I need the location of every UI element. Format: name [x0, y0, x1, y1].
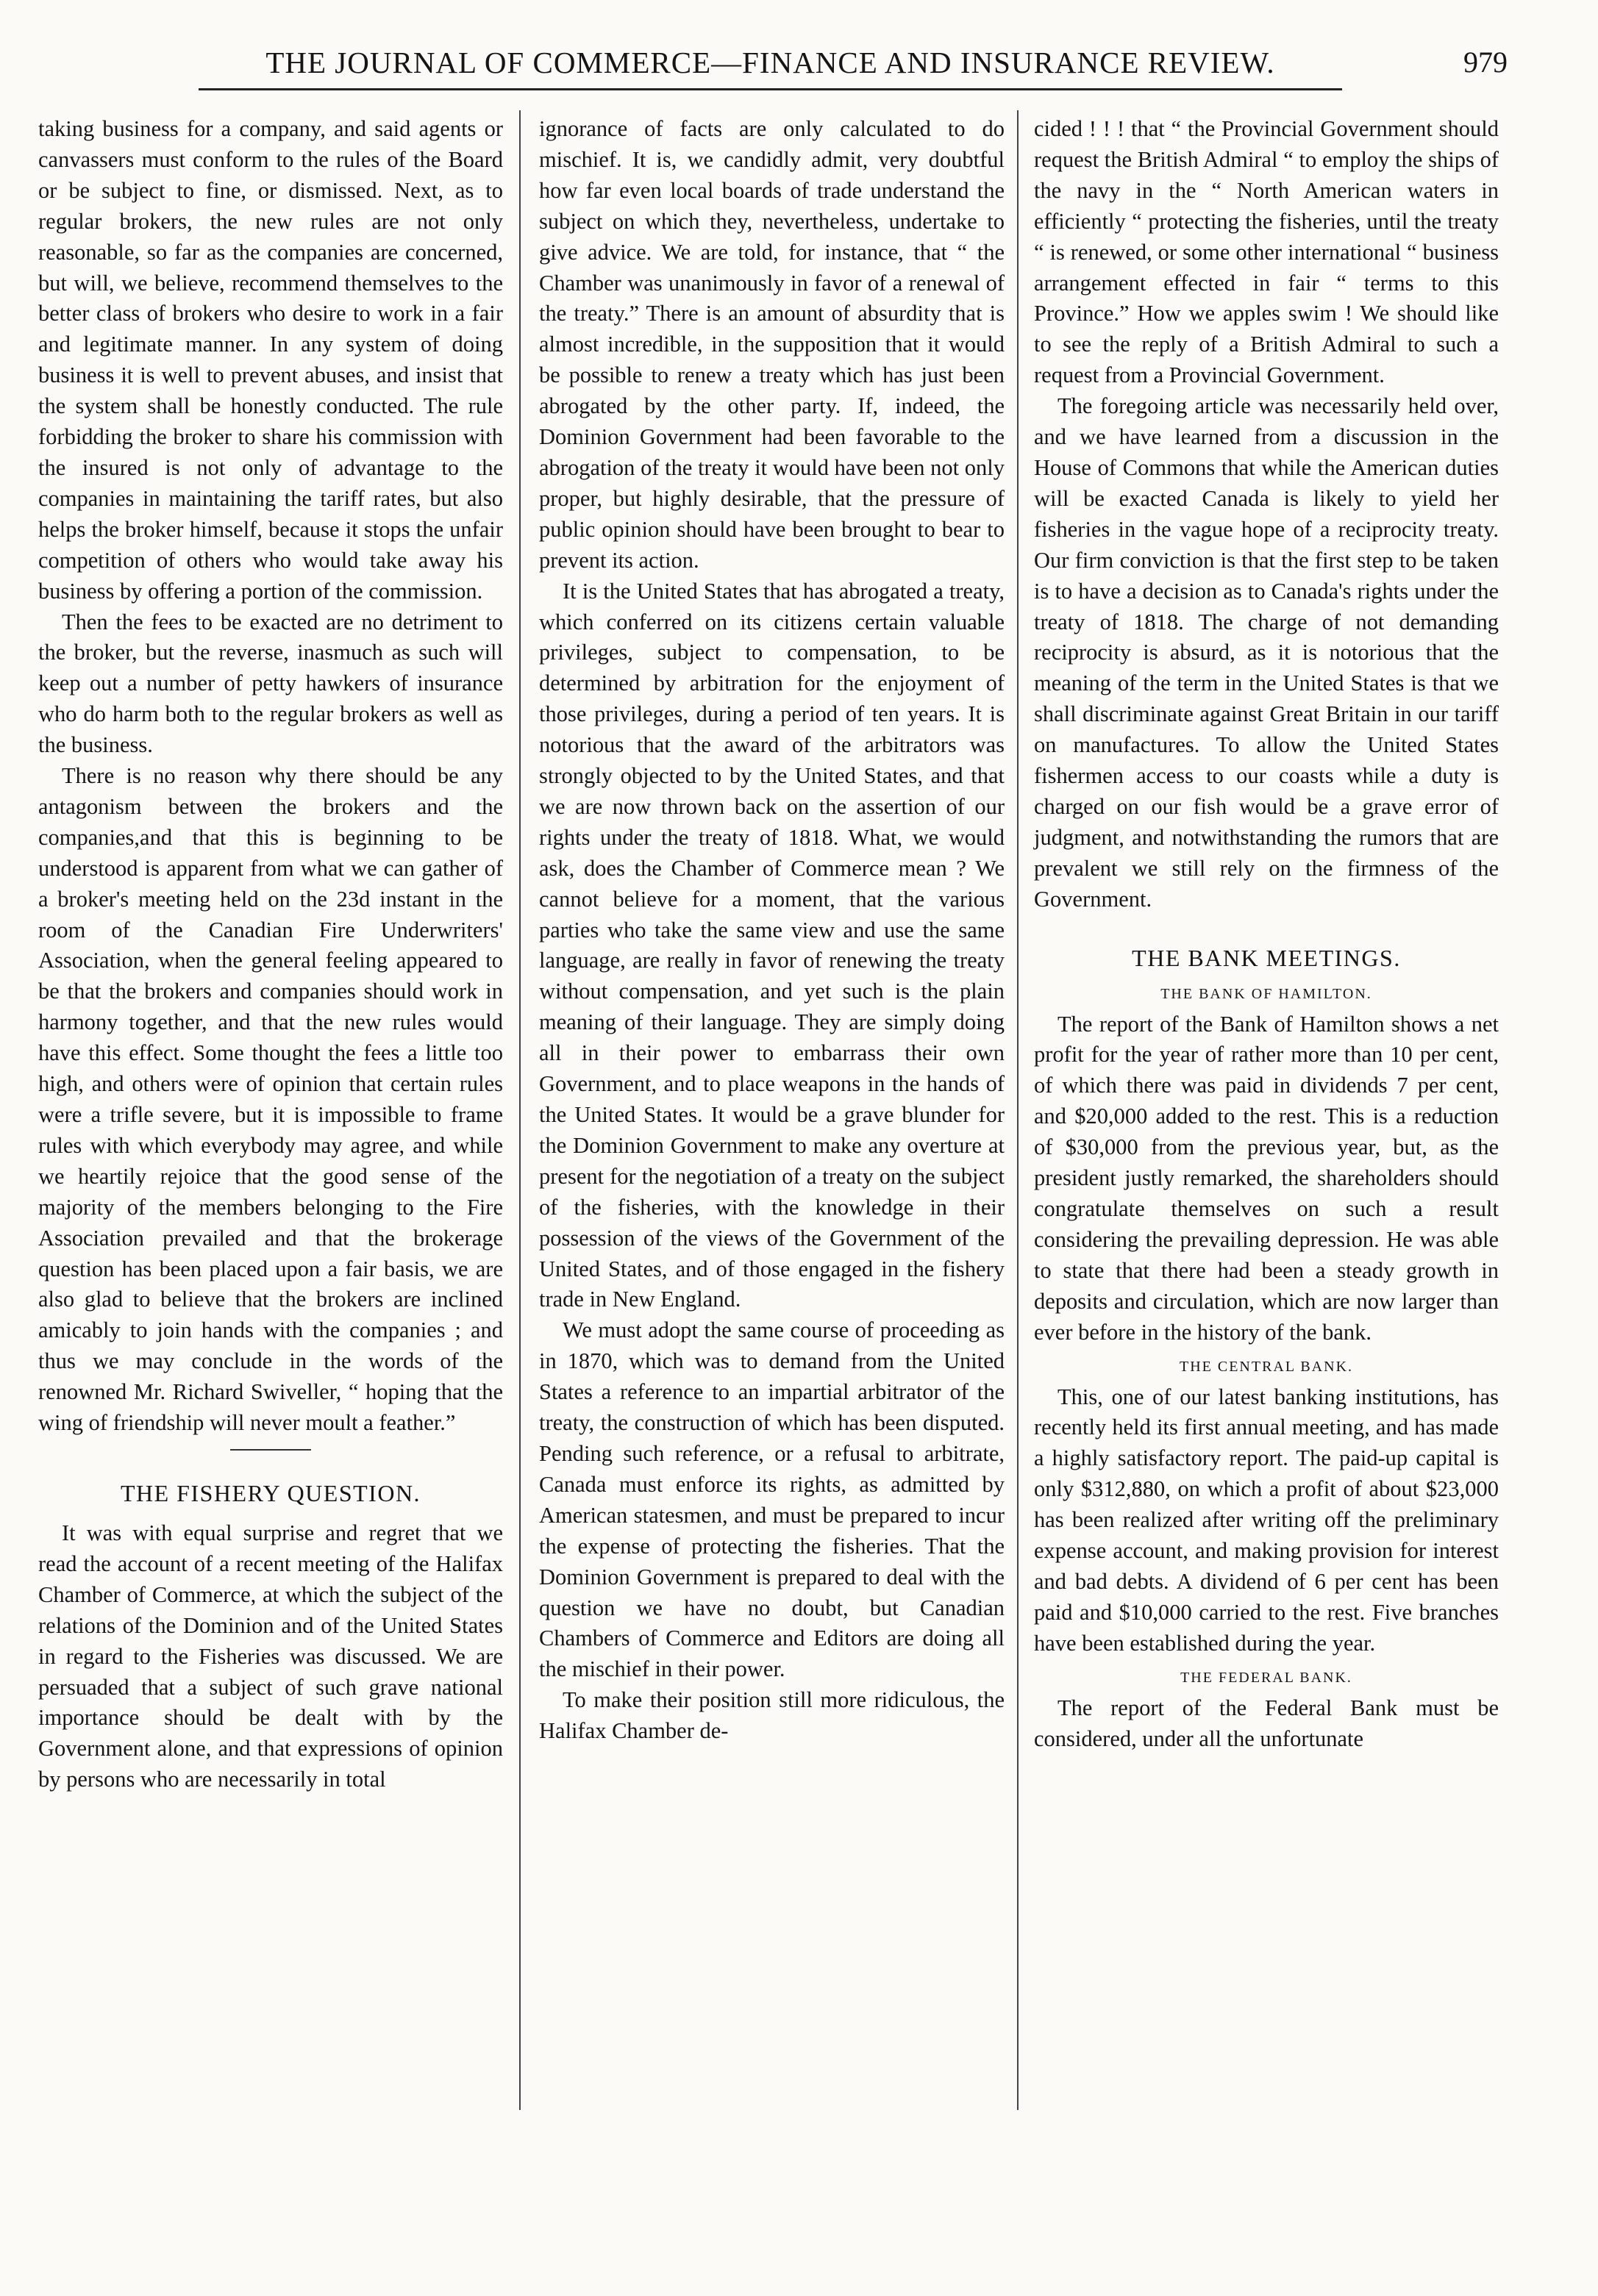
- section-heading-bank-meetings: THE BANK MEETINGS.: [1132, 944, 1401, 971]
- paragraph: It is the United States that has abrogated a treaty, which conferred on its citizens certain valuable privileges, subject to compensation, to be determined by arbitration for the enjoyment of those privileges, during a period of ten years. It is notorious that the award of the arbitrators was strongly objected to by the United States, and that we are now thrown back on the assertion of our rights under the treaty of 1818. What, we would ask, does the Chamber of Commerce mean ? We cannot believe for a moment, that the various parties who take the same view and use the same language, are really in favor of renewing the treaty without compensation, and yet such is the plain meaning of their language. They are simply doing all in their power to embarrass their own Government, and to place weapons in the hands of the United States. It would be a grave blunder for the Dominion Government to make any overture at present for the negotiation of a treaty on the subject of the fisheries, with the knowledge in their possession of the views of the Government of the United States, and of those engaged in the fishery trade in New England.: [539, 578, 1005, 1312]
- column-divider: [1017, 110, 1019, 2110]
- column-1: [38, 114, 503, 1795]
- paragraph: The report of the Federal Bank must be considered, under all the unfortunate: [1034, 1695, 1499, 1751]
- paragraph: To make their position still more ridiculous, the Halifax Chamber de-: [539, 1687, 1005, 1744]
- paragraph: ignorance of facts are only calculated to do mischief. It is, we candidly admit, very doubtful how far even local boards of trade understand the subject on which they, nevertheless, undertake to give advice. We are told, for instance, that “ the Chamber was unanimously in favor of a renewal of the treaty.” There is an amount of absurdity that is almost incredible, in the supposition that it would be possible to renew a treaty which has just been abrogated by the other party. If, indeed, the Dominion Government had been favorable to the abrogation of the treaty it would have been not only proper, but highly desirable, that the pressure of public opinion should have been brought to bear to prevent its action.: [539, 116, 1005, 573]
- subheading-federal-bank: THE FEDERAL BANK.: [1180, 1669, 1352, 1686]
- section-rule: [230, 1449, 311, 1451]
- subheading-central-bank: THE CENTRAL BANK.: [1179, 1358, 1354, 1375]
- paragraph: The report of the Bank of Hamilton shows a net profit for the year of rather more than 10 per cent, of which there was paid in dividends 7 per cent, and $20,000 added to the rest. This is a reduction of $30,000 from the previous year, but, as the president justly remarked, the shareholders should congratulate themselves on such a result considering the prevailing depression. He was able to state that there had been a steady growth in deposits and circulation, which are now larger than ever before in the history of the bank.: [1034, 1011, 1499, 1345]
- paragraph: There is no reason why there should be any antagonism between the brokers and the companies,and that this is beginning to be understood is apparent from what we can gather of a broker's meeting held on the 23d instant in the room of the Canadian Fire Underwriters' Association, when the general feeling appeared to be that the brokers and companies should work in harmony together, and that the new rules would have this effect. Some thought the fees a little too high, and others were of opinion that certain rules were a trifle severe, but it is impossible to frame rules with which everybody may agree, and while we heartily rejoice that the good sense of the majority of the members belonging to the Fire Association prevailed and that the brokerage question has been placed upon a fair basis, we are also glad to believe that the brokers are inclined amicably to join hands with the companies ; and thus we may conclude in the words of the renowned Mr. Richard Swiveller, “ hoping that the wing of friendship will never moult a feather.”: [38, 763, 503, 1436]
- paragraph: Then the fees to be exacted are no detriment to the broker, but the reverse, inasmuch as such will keep out a number of petty hawkers of insurance who do harm both to the regular brokers as well as the business.: [38, 609, 503, 758]
- journal-title: THE JOURNAL OF COMMERCE—FINANCE AND INSURANCE REVIEW.: [265, 46, 1275, 79]
- paragraph: cided ! ! ! that “ the Provincial Government should request the British Admiral “ to employ the ships of the navy in the “ North American waters in efficiently “ protecting the fisheries, until the treaty “ is renewed, or some other international “ business arrangement effected in fair “ terms to this Province.” How we apples swim ! We should like to see the reply of a British Admiral to such a request from a Provincial Government.: [1034, 116, 1499, 388]
- paragraph: The foregoing article was necessarily held over, and we have learned from a discussion in the House of Commons that while the American duties will be exacted Canada is likely to yield her fisheries in the vague hope of a reciprocity treaty. Our firm conviction is that the first step to be taken is to have a decision as to Canada's rights under the treaty of 1818. The charge of not demanding reciprocity is absurd, as it is notorious that the meaning of the term in the United States is that we shall discriminate against Great Britain in our tariff on manufactures. To allow the United States fishermen access to our coasts while a duty is charged on our fish would be a grave error of judgment, and notwithstanding the rumors that are prevalent we still rely on the firmness of the Government.: [1034, 393, 1499, 912]
- paragraph: taking business for a company, and said agents or canvassers must conform to the rules of the Board or be subject to fine, or dismissed. Next, as to regular brokers, the new rules are not only reasonable, so far as the companies are concerned, but will, we believe, recommend themselves to the better class of brokers who desire to work in a fair and legitimate manner. In any system of doing business it is well to prevent abuses, and insist that the system shall be honestly conducted. The rule forbidding the broker to share his commission with the insured is not only of advantage to the companies in maintaining the tariff rates, but also helps the broker himself, because it stops the unfair competition of others who would take away his business by offering a portion of the commission.: [38, 116, 503, 604]
- page-header: [199, 37, 1530, 90]
- header-rule: [199, 88, 1342, 90]
- paragraph: We must adopt the same course of proceeding as in 1870, which was to demand from the United States a reference to an impartial arbitrator of the treaty, the construction of which has been disputed. Pending such reference, or a refusal to arbitrate, Canada must enforce its rights, as admitted by American statesmen, and must be prepared to incur the expense of protecting the fisheries. That the Dominion Government is prepared to deal with the question we have no doubt, but Canadian Chambers of Commerce and Editors are doing all the mischief in their power.: [539, 1317, 1005, 1682]
- column-divider: [519, 110, 521, 2110]
- column-3: [1034, 114, 1499, 1755]
- paragraph: It was with equal surprise and regret that we read the account of a recent meeting of the Halifax Chamber of Commerce, at which the subject of the relations of the Dominion and of the United States in regard to the Fisheries was discussed. We are persuaded that a subject of such grave national importance should be dealt with by the Government alone, and that expressions of opinion by persons who are necessarily in total: [38, 1520, 503, 1792]
- section-heading-fishery-question: THE FISHERY QUESTION.: [120, 1479, 421, 1506]
- page-number: 979: [1463, 46, 1508, 79]
- paragraph: This, one of our latest banking institutions, has recently held its first annual meeting, and has made a highly satisfactory report. The paid-up capital is only $312,880, on which a profit of about $23,000 has been realized after writing off the preliminary expense account, and making provision for interest and bad debts. A dividend of 6 per cent has been paid and $10,000 carried to the rest. Five branches have been established during the year.: [1034, 1384, 1499, 1656]
- subheading-bank-of-hamilton: THE BANK OF HAMILTON.: [1160, 985, 1372, 1002]
- column-2: [539, 114, 1005, 1747]
